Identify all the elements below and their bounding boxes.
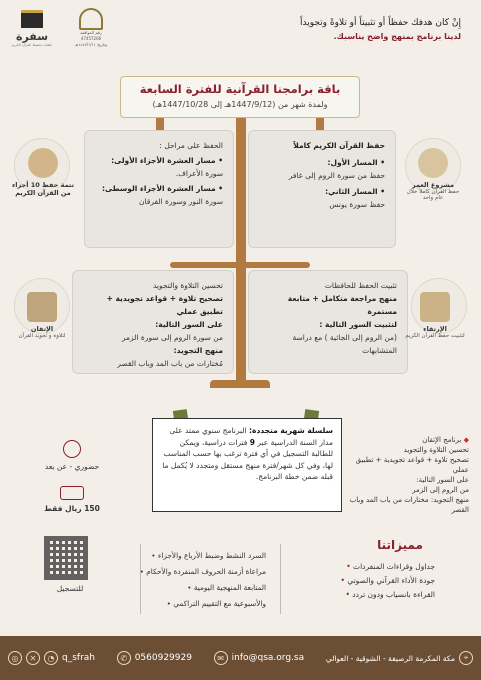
- consolidation-line2: منهج مراجعة متكامل + متابعة مستمرة: [287, 294, 397, 316]
- logo-subtitle: حلقات تحفيظ القرآن الكريم: [11, 43, 53, 47]
- feature-mid-item: المتابعة المنهجية اليومية •: [96, 580, 266, 596]
- consolidation-intro: تثبيت الحفظ للحافظات: [324, 281, 397, 290]
- header-logos: [6, 8, 124, 70]
- monthly-series-note: [152, 418, 342, 512]
- staged-intro: الحفظ على مراحل :: [159, 141, 223, 150]
- irtiqa-title: الإرتقاء: [423, 325, 447, 333]
- recitation-line3: على السور التالية:: [155, 320, 223, 329]
- intro-line-1: إِنْ كان هدفك حفظاً أو تثبيتاً أو تلاوةً وتجويداً: [299, 18, 461, 28]
- side-omar: [403, 148, 463, 201]
- feature-mid-item: مراعاة أزمنة الحروف المنفردة والأحكام •: [96, 564, 266, 580]
- approval-date: وتاريخ ١٤٤٧/١/١١هـ: [74, 42, 108, 47]
- staged-path1-label: • مسار العشرة الأجزاء الأولى:: [111, 156, 223, 165]
- features-mid-list: [96, 548, 266, 612]
- location-text: مكة المكرمة الرصيفة - الشوقية - العوالي: [325, 653, 455, 663]
- recitation-line2: تصحيح تلاوة + قواعد تجويدية + تطبيق عملي: [106, 294, 223, 316]
- phone-number[interactable]: 0560929929: [134, 653, 192, 663]
- recitation-line6: مُختارات من باب المد وباب القصر: [117, 359, 223, 368]
- people-icon: [63, 440, 81, 458]
- consolidation-line3: لتثبيت السور التالية :: [319, 320, 397, 329]
- ladder-icon: [420, 292, 450, 322]
- side-irtiqa: [403, 292, 467, 339]
- path2-label: • المسار الثاني:: [325, 187, 385, 196]
- card-full-memorization: [248, 130, 396, 248]
- card-full-heading: حفظ القرآن الكريم كاملاً: [293, 141, 385, 150]
- consolidation-line4: (من الروم إلى الجاثية ) مع دراسة المتشابهات: [292, 333, 397, 355]
- note-number: 9: [249, 437, 255, 447]
- itqan-title: الإتقان: [30, 325, 54, 333]
- mosque-icon: [79, 8, 103, 30]
- money-hand-icon: [60, 486, 84, 500]
- note-text1: البرنامج سنوي ممتد على مدار السنة الدراسية عبر: [169, 426, 333, 447]
- feature-item: القراءة بانسياب ودون تردد •: [341, 588, 436, 602]
- path1-text: حفظ من سورة الروم إلى غافر: [288, 171, 385, 180]
- path1-label: • المسار الأول:: [327, 158, 385, 167]
- attendance-info: [12, 440, 132, 471]
- sfrah-logo: [6, 8, 58, 70]
- side-list-l6: منهج التجويد: مختارات من باب المد وباب القصر: [349, 496, 469, 514]
- phone-group: [117, 651, 192, 665]
- email-group: [214, 651, 304, 665]
- location-pin-icon[interactable]: ⌖: [459, 651, 473, 665]
- recitation-intro: تحسين التلاوة والتجويد: [152, 281, 223, 290]
- approval-logo: [62, 8, 120, 70]
- omar-title: مشروع العمر: [411, 181, 455, 189]
- list-dot-icon: ◆: [463, 436, 469, 444]
- whatsapp-icon[interactable]: ✆: [117, 651, 131, 665]
- omar-sub: حفظ القرآن كاملاً خلال عام واحد: [406, 189, 460, 201]
- feature-item: جودة الأداء القرآني والصوتي •: [341, 574, 436, 588]
- note-text2: فترات دراسية، ويمكن للطالبة التسجيل في أي فترة ترغب بها حسب المناسب لها، وفي كل شهر/فترة منهج مستقل ومتجدد لا يُكمل ما قبله ضمن خطة البرنامج.: [162, 437, 333, 481]
- itqan-logo-icon: [27, 292, 57, 322]
- dome-icon: [418, 148, 448, 178]
- page-title: باقة برامجنا القرآنية للفترة السابعة: [139, 82, 341, 96]
- feature-item: جداول وقراءات المنفردات •: [341, 560, 436, 574]
- features-title: مميزاتنا: [377, 538, 423, 552]
- attendance-text: حضوري - عن بعد: [44, 462, 100, 471]
- card-staged-memorization: [84, 130, 234, 248]
- branch-mid: [170, 262, 310, 268]
- intro-text: [171, 18, 461, 41]
- book-icon: [28, 148, 58, 178]
- tree-roots: [210, 380, 270, 388]
- side-list-l2: تحسين التلاوة والتجويد: [403, 446, 469, 454]
- staged-path2-text: سورة النور وسورة الفرقان: [138, 197, 223, 206]
- email-icon[interactable]: ✉: [214, 651, 228, 665]
- staged-path2-label: • مسار العشرة الأجزاء الوسطى:: [102, 184, 223, 193]
- location-group: [326, 651, 473, 665]
- registration-qr-code[interactable]: [44, 536, 88, 580]
- features-divider-right: [280, 544, 281, 614]
- side-tatmah: [10, 148, 76, 197]
- social-group: [8, 651, 95, 665]
- price-text: 150 ريال فقط: [44, 504, 100, 513]
- tree-trunk: [236, 118, 246, 386]
- instagram-icon[interactable]: ◎: [8, 651, 22, 665]
- page-title-box: [120, 76, 360, 118]
- approval-label: رقم الموافقة: [80, 30, 102, 35]
- feature-mid-item: السرد النشط وضبط الأرباع والأجزاء •: [96, 548, 266, 564]
- itqan-sub: لتلاوة و تجويد القرآن: [18, 333, 66, 339]
- features-list: [341, 560, 436, 602]
- path2-text: حفظ سورة يونس: [329, 200, 385, 209]
- tatmah-text: تتمة حفظ 10 أجزاء من القرآن الكريم: [11, 181, 75, 197]
- social-handle[interactable]: q_sfrah: [62, 653, 95, 663]
- kaaba-icon: [21, 10, 43, 28]
- page-subtitle: ولمدة شهر من (1447/9/12هـ إلى 1447/10/28هـ): [152, 100, 328, 109]
- approval-number: 47457266: [80, 36, 102, 41]
- recitation-line4: من سورة الروم إلى سورة الزمر: [121, 333, 223, 342]
- staged-path1-text: سورة الأعراف.: [175, 169, 223, 178]
- price-info: [12, 486, 132, 513]
- side-program-list: [349, 435, 469, 515]
- x-icon[interactable]: ✕: [26, 651, 40, 665]
- email-address[interactable]: info@qsa.org.sa: [231, 653, 305, 663]
- side-itqan: [10, 292, 74, 339]
- side-list-l5: من الروم إلى الزمر: [412, 486, 469, 494]
- logo-name: سفرة: [15, 30, 49, 43]
- side-list-l4: على السور التالية:: [416, 476, 469, 484]
- snapchat-icon[interactable]: ◔: [44, 651, 58, 665]
- footer-bar: [0, 636, 481, 680]
- card-consolidation: [248, 270, 408, 374]
- irtiqa-sub: لتثبيت حفظ القرآن الكريم: [405, 333, 465, 339]
- side-list-l1: برنامج الإتقان: [422, 436, 462, 444]
- feature-mid-item: والأسبوعية مع التقييم التراكمي •: [96, 596, 266, 612]
- recitation-line5: منهج التجويد:: [173, 346, 223, 355]
- note-bold: سلسلة شهرية متجددة:: [249, 426, 333, 435]
- card-recitation: [72, 270, 234, 374]
- intro-line-2: لدينا برنامج بمنهج واضح يناسبك.: [333, 32, 461, 41]
- side-list-l3: تصحيح تلاوة + قواعد تجويدية + تطبيق عملي: [355, 456, 469, 474]
- register-text: للتسجيل: [56, 584, 84, 593]
